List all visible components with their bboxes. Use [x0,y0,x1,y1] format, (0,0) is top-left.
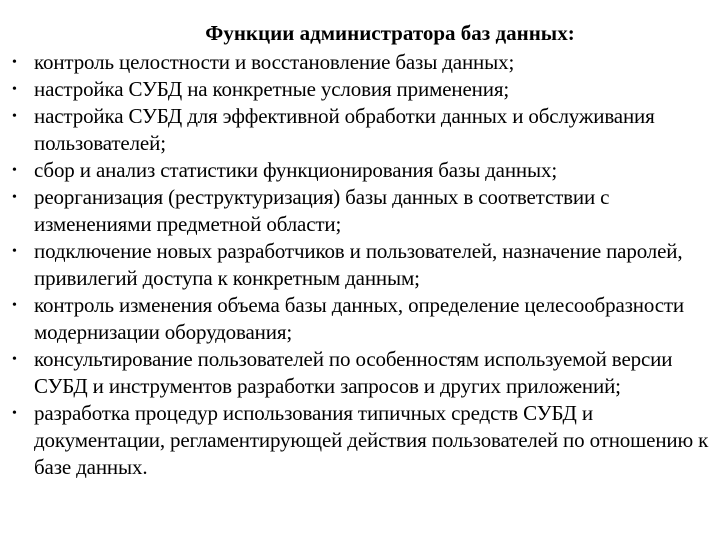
list-item [8,49,713,76]
list-item [8,103,713,157]
list-item-text: контроль целостности и восстановление базы данных; [34,50,515,74]
list-item [8,292,713,346]
list-item-text: контроль изменения объема базы данных, определение целесообразности модернизации оборудования; [34,293,685,344]
list-item [8,400,713,481]
list-item [8,238,713,292]
list-item [8,157,713,184]
bullet-icon: • [12,352,17,367]
bullet-icon: • [12,55,17,70]
list-item [8,76,713,103]
list-item-text: подключение новых разработчиков и пользователей, назначение паролей, привилегий доступа к конкретным данным; [34,239,683,290]
list-item-text: сбор и анализ статистики функционирования базы данных; [34,158,558,182]
bullet-icon: • [12,406,17,421]
list-item-text: консультирование пользователей по особенностям используемой версии СУБД и инструментов разработки запросов и других приложений; [34,347,673,398]
list-item-text: настройка СУБД для эффективной обработки данных и обслуживания пользователей; [34,104,655,155]
bullet-icon: • [12,244,17,259]
bullet-icon: • [12,298,17,313]
functions-list [8,49,713,481]
bullet-icon: • [12,163,17,178]
bullet-icon: • [12,109,17,124]
bullet-icon: • [12,190,17,205]
list-item-text: реорганизация (реструктуризация) базы данных в соответствии с изменениями предметной области; [34,185,610,236]
list-item [8,346,713,400]
list-item-text: разработка процедур использования типичных средств СУБД и документации, регламентирующей действия пользователей по отношению к базе данных. [34,401,709,479]
list-item [8,184,713,238]
list-item-text: настройка СУБД на конкретные условия применения; [34,77,510,101]
bullet-icon: • [12,82,17,97]
slide-title: Функции администратора баз данных: [205,21,575,45]
